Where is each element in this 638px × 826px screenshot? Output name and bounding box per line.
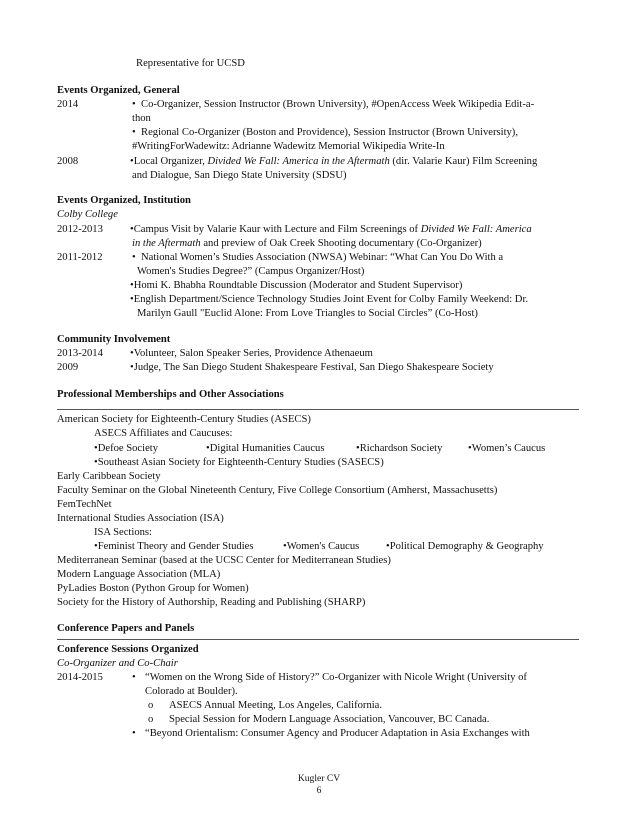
bullet-icon: •: [94, 541, 98, 552]
bullet-icon: •: [94, 457, 98, 468]
sub-bullet-icon: o: [148, 714, 154, 725]
membership-item: FemTechNet: [57, 499, 112, 510]
section-item: •Feminist Theory and Gender Studies: [94, 541, 254, 552]
year-label: 2011-2012: [57, 252, 103, 263]
year-label: 2013-2014: [57, 348, 103, 359]
section-item: •Women's Caucus: [283, 541, 360, 552]
session-sub-item: ASECS Annual Meeting, Los Angeles, California.: [169, 700, 383, 711]
role-label: Co-Organizer and Co-Chair: [57, 658, 178, 669]
event-item: •English Department/Science Technology Studies Joint Event for Colby Family Weekend: Dr.: [130, 294, 529, 305]
membership-item: Society for the History of Authorship, Reading and Publishing (SHARP): [57, 597, 366, 608]
year-label: 2014: [57, 99, 79, 110]
bullet-icon: •: [94, 443, 98, 454]
event-item: National Women’s Studies Association (NWSA) Webinar: “What Can You Do With a: [141, 252, 504, 263]
caucus-item: •Richardson Society: [356, 443, 443, 454]
bullet-icon: •: [130, 156, 134, 167]
event-item-cont: #WritingForWadewitz: Adrianne Wadewitz Memorial Wikipedia Write-In: [132, 141, 445, 152]
bullet-icon: •: [130, 224, 134, 235]
membership-item: International Studies Association (ISA): [57, 513, 224, 524]
session-item: “Beyond Orientalism: Consumer Agency and Producer Adaptation in Asia Exchanges with: [145, 728, 530, 739]
bullet-icon: •: [132, 99, 136, 110]
bullet-icon: •: [130, 348, 134, 359]
event-item: •Homi K. Bhabha Roundtable Discussion (Moderator and Student Supervisor): [130, 280, 463, 291]
institution-name: Colby College: [57, 209, 118, 220]
caucus-item: •Women’s Caucus: [468, 443, 546, 454]
membership-item: Faculty Seminar on the Global Nineteenth Century, Five College Consortium (Amherst, Massachusetts): [57, 485, 498, 496]
community-item: •Volunteer, Salon Speaker Series, Providence Athenaeum: [130, 348, 373, 359]
event-item-cont: thon: [132, 113, 151, 124]
section-divider: [57, 639, 579, 640]
bullet-icon: •: [130, 294, 134, 305]
bullet-icon: •: [132, 252, 136, 263]
memberships-heading: Professional Memberships and Other Associations: [57, 389, 284, 400]
event-item: Co-Organizer, Session Instructor (Brown University), #OpenAccess Week Wikipedia Edit-a-: [141, 99, 535, 110]
membership-item: PyLadies Boston (Python Group for Women): [57, 583, 249, 594]
event-item: •Local Organizer, Divided We Fall: America in the Aftermath (dir. Valarie Kaur) Film Screening: [130, 156, 538, 167]
event-item-cont: in the Aftermath and preview of Oak Creek Shooting documentary (Co-Organizer): [132, 238, 482, 249]
event-item: Regional Co-Organizer (Boston and Providence), Session Instructor (Brown University),: [141, 127, 518, 138]
representative-line: Representative for UCSD: [136, 58, 245, 69]
session-sub-item: Special Session for Modern Language Association, Vancouver, BC Canada.: [169, 714, 490, 725]
sub-bullet-icon: o: [148, 700, 154, 711]
section-item: •Political Demography & Geography: [386, 541, 544, 552]
year-label: 2014-2015: [57, 672, 103, 683]
sessions-subheading: Conference Sessions Organized: [57, 644, 199, 655]
bullet-icon: •: [130, 362, 134, 373]
page-number: 6: [316, 785, 322, 796]
session-item: “Women on the Wrong Side of History?” Co-Organizer with Nicole Wright (University of: [145, 672, 527, 683]
caucus-item: •Southeast Asian Society for Eighteenth-Century Studies (SASECS): [94, 457, 384, 468]
bullet-icon: •: [132, 127, 136, 138]
bullet-icon: •: [386, 541, 390, 552]
bullet-icon: •: [130, 280, 134, 291]
year-label: 2009: [57, 362, 79, 373]
session-item-cont: Colorado at Boulder).: [145, 686, 238, 697]
community-item: •Judge, The San Diego Student Shakespeare Festival, San Diego Shakespeare Society: [130, 362, 494, 373]
section-divider: [57, 409, 579, 410]
bullet-icon: •: [356, 443, 360, 454]
membership-item: Modern Language Association (MLA): [57, 569, 221, 580]
bullet-icon: •: [283, 541, 287, 552]
events-institution-heading: Events Organized, Institution: [57, 195, 191, 206]
community-heading: Community Involvement: [57, 334, 171, 345]
bullet-icon: •: [132, 672, 136, 683]
event-item: •Campus Visit by Valarie Kaur with Lecture and Film Screenings of Divided We Fall: America: [130, 224, 532, 235]
bullet-icon: •: [132, 728, 136, 739]
year-label: 2008: [57, 156, 79, 167]
footer-name: Kugler CV: [297, 773, 341, 784]
bullet-icon: •: [206, 443, 210, 454]
membership-subheading: ISA Sections:: [94, 527, 152, 538]
caucus-item: •Digital Humanities Caucus: [206, 443, 325, 454]
year-label: 2012-2013: [57, 224, 103, 235]
membership-item: American Society for Eighteenth-Century Studies (ASECS): [57, 414, 311, 425]
events-general-heading: Events Organized, General: [57, 85, 180, 96]
bullet-icon: •: [468, 443, 472, 454]
conference-heading: Conference Papers and Panels: [57, 623, 195, 634]
event-item-cont: Women's Studies Degree?” (Campus Organizer/Host): [137, 266, 365, 277]
caucus-item: •Defoe Society: [94, 443, 159, 454]
membership-item: Mediterranean Seminar (based at the UCSC Center for Mediterranean Studies): [57, 555, 391, 566]
membership-item: Early Caribbean Society: [57, 471, 161, 482]
event-item-cont: and Dialogue, San Diego State University (SDSU): [132, 170, 347, 181]
event-item-cont: Marilyn Gaull "Euclid Alone: From Love Triangles to Social Circles” (Co-Host): [137, 308, 478, 319]
membership-subheading: ASECS Affiliates and Caucuses:: [94, 428, 233, 439]
